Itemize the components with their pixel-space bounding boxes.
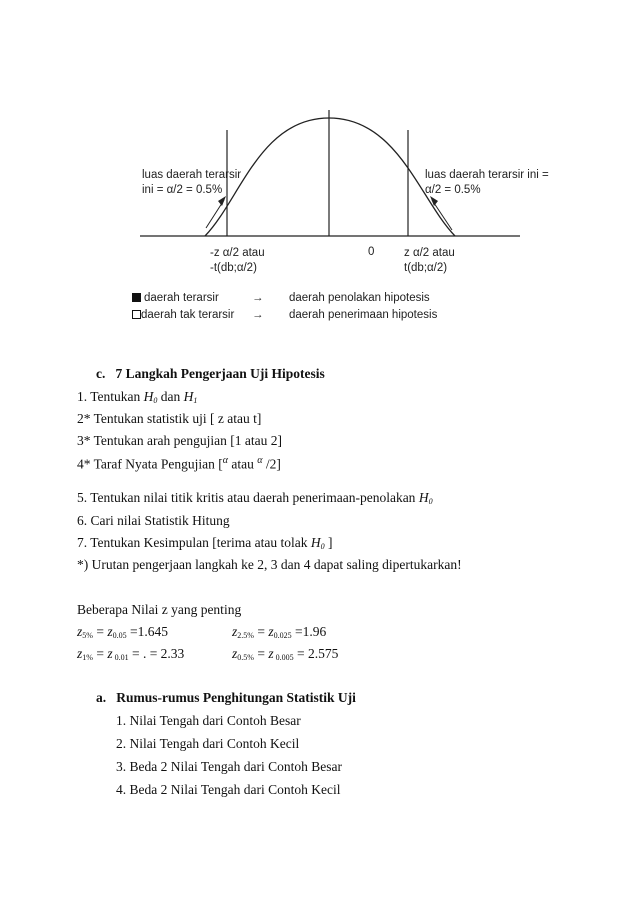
right-axis-label-line2: t(db;α/2) xyxy=(404,262,448,274)
normal-curve-figure xyxy=(0,0,638,290)
section-a-title: Rumus-rumus Penghitungan Statistik Uji xyxy=(116,690,356,705)
right-area-label-line1: luas daerah terarsir ini = xyxy=(425,169,549,181)
step-5-text: 5. Tentukan nilai titik kritis atau daerah penerimaan-penolakan xyxy=(77,490,419,505)
section-a-heading xyxy=(96,690,356,706)
step-7-text: 7. Tentukan Kesimpulan [terima atau tolak xyxy=(77,535,311,550)
section-c-marker: c. xyxy=(96,366,106,381)
legend-unshaded xyxy=(132,309,234,321)
z-row2-right: $z_{0.5\%} = z$ $_{0.005}$ = 2.575 xyxy=(232,646,339,662)
step-1 xyxy=(77,389,197,405)
step-1-and: dan xyxy=(157,389,184,404)
alpha-symbol: α xyxy=(222,455,229,466)
step-4-suffix: /2] xyxy=(262,456,281,472)
section-a-marker: a. xyxy=(96,690,107,705)
formula-item: 3. Beda 2 Nilai Tengah dari Contoh Besar xyxy=(116,759,343,774)
h0-symbol-step7: $H_0$ xyxy=(310,535,325,551)
z-row2-left: $z_{1\%} = z$ $_{0.01}$ = . = 2.33 xyxy=(77,646,185,662)
right-area-label xyxy=(425,168,549,198)
order-note: *) Urutan pengerjaan langkah ke 2, 3 dan 4 dapat saling dipertukarkan! xyxy=(77,557,462,572)
left-axis-label xyxy=(210,246,265,276)
formula-item: 4. Beda 2 Nilai Tengah dari Contoh Kecil xyxy=(116,782,341,797)
left-axis-label-line1: -z α/2 atau xyxy=(210,247,265,259)
h0-symbol: $H_0$ xyxy=(143,389,158,405)
step-5 xyxy=(77,490,433,506)
empty-square-icon xyxy=(132,310,141,319)
legend-shaded xyxy=(132,292,219,304)
right-axis-label xyxy=(404,246,455,276)
h1-symbol: $H_1$ xyxy=(183,389,198,405)
h0-symbol-step5: $H_0$ xyxy=(418,490,433,506)
step-4-mid: atau xyxy=(228,456,258,472)
filled-square-icon xyxy=(132,293,141,302)
z-row1-right: $z_{2.5\%} = z_{0.025} =1.96$ xyxy=(232,624,327,640)
section-c-heading xyxy=(96,366,325,382)
formula-item: 1. Nilai Tengah dari Contoh Besar xyxy=(116,713,301,728)
legend-unshaded-term: daerah tak terarsir xyxy=(141,309,235,321)
legend-unshaded-arrow: → xyxy=(252,309,264,321)
legend-shaded-arrow: → xyxy=(252,292,264,304)
left-area-label xyxy=(142,168,241,198)
formula-item: 2. Nilai Tengah dari Contoh Kecil xyxy=(116,736,300,751)
right-axis-label-line1: z α/2 atau xyxy=(404,247,455,259)
bell-curve xyxy=(205,118,455,236)
step-7-end: ] xyxy=(324,535,333,550)
left-area-label-line2: ini = α/2 = 0.5% xyxy=(142,184,223,196)
z-row1-left: $z_{5\%} = z_{0.05} =1.645$ xyxy=(77,624,168,640)
step-2: 2* Tentukan statistik uji [ z atau t] xyxy=(77,411,262,426)
step-1-text: 1. Tentukan xyxy=(77,389,144,404)
left-area-label-line1: luas daerah terarsir xyxy=(142,169,242,181)
section-c-title: 7 Langkah Pengerjaan Uji Hipotesis xyxy=(115,366,325,381)
left-axis-label-line2: -t(db;α/2) xyxy=(210,262,257,274)
alpha-symbol-2: α xyxy=(257,455,263,466)
legend-unshaded-meaning: daerah penerimaan hipotesis xyxy=(289,309,438,321)
step-3: 3* Tentukan arah pengujian [1 atau 2] xyxy=(77,433,282,448)
right-area-label-line2: α/2 = 0.5% xyxy=(425,184,481,196)
step-7 xyxy=(77,535,333,551)
legend-shaded-term: daerah terarsir xyxy=(144,292,219,304)
step-4-prefix: 4* Taraf Nyata Pengujian [ xyxy=(77,456,223,472)
legend-shaded-meaning: daerah penolakan hipotesis xyxy=(289,292,430,304)
step-4 xyxy=(77,455,281,473)
step-6: 6. Cari nilai Statistik Hitung xyxy=(77,513,230,528)
z-values-heading: Beberapa Nilai z yang penting xyxy=(77,602,242,617)
center-axis-label: 0 xyxy=(368,246,375,258)
